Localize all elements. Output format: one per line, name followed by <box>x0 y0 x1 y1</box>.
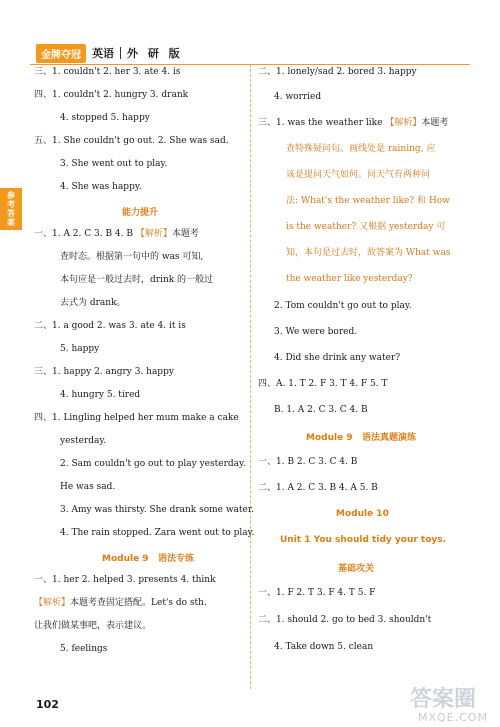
subject-label: 英语 <box>92 47 114 60</box>
answer-line: B. 1. A 2. C 3. C 4. B <box>274 405 368 415</box>
column-divider <box>250 64 251 689</box>
answer-line: 二、1. lonely/sad 2. bored 3. happy <box>258 67 417 77</box>
answer-line: 四、1. couldn't 2. hungry 3. drank <box>34 90 189 100</box>
answer-line: 4. Did she drink any water? <box>274 353 401 363</box>
analysis-line: 该是提问天气如何。问天气有两种问 <box>286 170 431 180</box>
answer-line: 五、1. She couldn't go out. 2. She was sad. <box>34 136 229 146</box>
analysis-line: 知，本句是过去时，故答案为 What was <box>286 248 451 258</box>
analysis-tag: 【解析】 <box>135 229 172 239</box>
analysis-tag: 【解析】 <box>34 598 71 608</box>
page-number: 102 <box>36 698 59 711</box>
answer-line: 一、1. A 2. C 3. B 4. B 【解析】本题考 <box>34 229 199 239</box>
answer-line: 四、1. Lingling helped her mum make a cake <box>34 413 239 423</box>
edition-label: 外 研 版 <box>127 47 183 60</box>
answer-line: 二、1. should 2. go to bed 3. shouldn't <box>258 615 432 625</box>
answer-line: 5. feelings <box>60 644 108 654</box>
analysis-line: 本句应是一般过去时，drink 的一般过 <box>60 275 214 285</box>
answer-line: 二、1. a good 2. was 3. ate 4. it is <box>34 321 186 331</box>
answer-line: 3. She went out to play. <box>60 159 168 169</box>
answer-line: 2. Sam couldn't go out to play yesterday. <box>60 459 246 469</box>
section-title: Module 9 语法真题演练 <box>306 433 416 443</box>
answer-line: 三、1. was the weather like 【解析】本题考 <box>258 118 449 128</box>
answer-line: 4. hungry 5. tired <box>60 390 141 400</box>
answer-line: 三、1. happy 2. angry 3. happy <box>34 367 174 377</box>
answer-line: 一、1. her 2. helped 3. presents 4. think <box>34 575 216 585</box>
answer-line: yesterday. <box>60 436 107 446</box>
answer-line: 4. stopped 5. happy <box>60 113 150 123</box>
answer-line: 4. Take down 5. clean <box>274 642 374 652</box>
answer-line: 二、1. A 2. C 3. B 4. A 5. B <box>258 483 378 493</box>
header-separator <box>120 47 121 59</box>
analysis-line: 查特殊疑问句。画线处是 raining, 应 <box>286 144 436 154</box>
analysis-line: 让我们做某事吧，表示建议。 <box>34 621 152 631</box>
section-title: Module 9 语法专练 <box>102 554 194 564</box>
watermark-url: MXQE.COM <box>418 711 488 724</box>
answer-line: 4. worried <box>274 92 322 102</box>
section-title: 基础攻关 <box>338 564 375 574</box>
analysis-line: 去式为 drank。 <box>60 298 126 308</box>
section-title: 能力提升 <box>122 208 159 218</box>
answer-line: 3. Amy was thirsty. She drank some water. <box>60 505 255 515</box>
brand-label: 金牌夺冠 <box>36 44 86 63</box>
answer-line: 5. happy <box>60 344 100 354</box>
answer-line: 3. We were bored. <box>274 327 358 337</box>
analysis-tag: 【解析】 <box>385 118 422 128</box>
answer-line: 一、1. B 2. C 3. C 4. B <box>258 457 358 467</box>
analysis-line: is the weather? 又根据 yesterday 可 <box>286 222 446 232</box>
answer-line: 4. The rain stopped. Zara went out to play. <box>60 528 255 538</box>
page-header <box>36 44 183 62</box>
analysis-line: the weather like yesterday? <box>286 274 413 284</box>
analysis-line: 法: What's the weather like? 和 How <box>286 196 450 206</box>
side-tab: 参考答案 <box>0 188 22 230</box>
answer-line: 2. Tom couldn't go out to play. <box>274 301 412 311</box>
answer-line: 一、1. F 2. T 3. F 4. T 5. F <box>258 588 376 598</box>
section-title: Unit 1 You should tidy your toys. <box>280 535 447 545</box>
answer-line: 三、1. couldn't 2. her 3. ate 4. is <box>34 67 181 77</box>
answer-line: He was sad. <box>60 482 116 492</box>
section-title: Module 10 <box>336 509 389 519</box>
answer-line: 四、A. 1. T 2. F 3. T 4. F 5. T <box>258 379 388 389</box>
analysis-line: 查时态。根据第一句中的 was 可知, <box>60 252 204 262</box>
answer-line: 4. She was happy. <box>60 182 142 192</box>
analysis-line: 【解析】本题考查固定搭配。Let's do sth. <box>34 598 207 608</box>
watermark: 答案圈 <box>410 687 477 712</box>
